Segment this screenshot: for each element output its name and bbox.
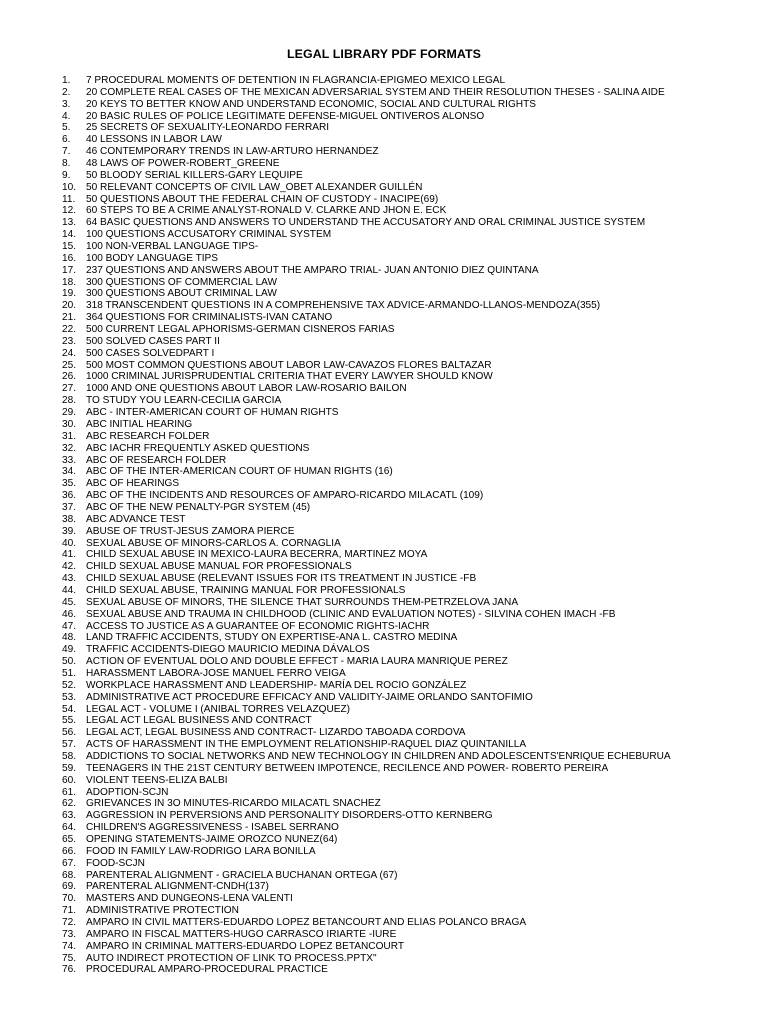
entry-number: 1. <box>62 75 71 86</box>
entry-number: 13. <box>62 217 77 229</box>
list-item <box>0 585 768 597</box>
entry-text: 20 COMPLETE REAL CASES OF THE MEXICAN ADVERSARIAL SYSTEM AND THEIR RESOLUTION THESES - SALINA AIDE <box>86 86 665 98</box>
entry-number: 25. <box>62 359 77 371</box>
list-item <box>0 348 768 360</box>
entry-number: 9. <box>62 169 71 181</box>
entry-list <box>0 75 768 976</box>
entry-number: 16. <box>62 252 77 264</box>
list-item <box>0 632 768 644</box>
list-item <box>0 538 768 550</box>
entry-number: 30. <box>62 418 77 430</box>
entry-text: 25 SECRETS OF SEXUALITY-LEONARDO FERRARI <box>86 122 330 134</box>
list-item <box>0 360 768 372</box>
entry-number: 72. <box>62 917 77 929</box>
entry-text: 50 BLOODY SERIAL KILLERS-GARY LEQUIPE <box>86 169 303 181</box>
entry-text: TO STUDY YOU LEARN-CECILIA GARCIA <box>86 395 282 407</box>
entry-number: 18. <box>62 276 77 288</box>
entry-text: SEXUAL ABUSE OF MINORS-CARLOS A. CORNAGLIA <box>86 537 341 549</box>
list-item <box>0 858 768 870</box>
entry-text: 1000 AND ONE QUESTIONS ABOUT LABOR LAW-ROSARIO BAILON <box>86 383 407 395</box>
entry-number: 48. <box>62 632 77 644</box>
entry-text: ABC IACHR FREQUENTLY ASKED QUESTIONS <box>86 442 310 454</box>
entry-text: 1000 CRIMINAL JURISPRUDENTIAL CRITERIA THAT EVERY LAWYER SHOULD KNOW <box>86 371 493 383</box>
entry-text: 20 BASIC RULES OF POLICE LEGITIMATE DEFENSE-MIGUEL ONTIVEROS ALONSO <box>86 110 485 122</box>
list-item <box>0 941 768 953</box>
list-item <box>0 798 768 810</box>
entry-number: 49. <box>62 644 77 656</box>
entry-text: 40 LESSONS IN LABOR LAW <box>86 134 222 146</box>
entry-number: 31. <box>62 430 77 442</box>
list-item <box>0 111 768 123</box>
list-item <box>0 478 768 490</box>
entry-number: 7. <box>62 146 71 158</box>
entry-number: 75. <box>62 952 77 964</box>
entry-number: 42. <box>62 561 77 573</box>
entry-number: 33. <box>62 454 77 466</box>
entry-text: OPENING STATEMENTS-JAIME OROZCO NUNEZ(64) <box>86 834 338 845</box>
list-item <box>0 182 768 194</box>
list-item <box>0 300 768 312</box>
entry-text: TRAFFIC ACCIDENTS-DIEGO MAURICIO MEDINA DÁVALOS <box>86 644 370 656</box>
list-item <box>0 893 768 905</box>
list-item <box>0 194 768 206</box>
entry-number: 3. <box>62 98 71 110</box>
entry-text: ADDICTIONS TO SOCIAL NETWORKS AND NEW TECHNOLOGY IN CHILDREN AND ADOLESCENTS'ENRIQUE ECHEBURUA <box>86 750 671 762</box>
entry-number: 58. <box>62 750 77 762</box>
entry-number: 39. <box>62 525 77 537</box>
list-item <box>0 146 768 158</box>
list-item <box>0 241 768 253</box>
list-item <box>0 704 768 716</box>
entry-number: 70. <box>62 893 77 905</box>
entry-text: ABC OF THE NEW PENALTY-PGR SYSTEM (45) <box>86 501 311 513</box>
entry-number: 45. <box>62 596 77 608</box>
entry-text: 100 QUESTIONS ACCUSATORY CRIMINAL SYSTEM <box>86 229 332 241</box>
list-item <box>0 573 768 585</box>
list-item <box>0 609 768 621</box>
entry-number: 47. <box>62 620 77 632</box>
list-item <box>0 122 768 134</box>
list-item <box>0 419 768 431</box>
entry-text: FOOD IN FAMILY LAW-RODRIGO LARA BONILLA <box>86 845 316 857</box>
entry-text: 20 KEYS TO BETTER KNOW AND UNDERSTAND ECONOMIC, SOCIAL AND CULTURAL RIGHTS <box>86 98 536 110</box>
list-item <box>0 277 768 289</box>
list-item <box>0 561 768 573</box>
list-item <box>0 466 768 478</box>
entry-number: 52. <box>62 679 77 691</box>
entry-text: 50 QUESTIONS ABOUT THE FEDERAL CHAIN OF CUSTODY - INACIPE(69) <box>86 193 439 205</box>
entry-number: 38. <box>62 513 77 525</box>
entry-text: HARASSMENT LABORA-JOSE MANUEL FERRO VEIGA <box>86 667 346 679</box>
entry-number: 65. <box>62 834 77 845</box>
entry-number: 46. <box>62 608 77 620</box>
list-item <box>0 870 768 882</box>
list-item <box>0 644 768 656</box>
list-item <box>0 217 768 229</box>
entry-text: ABC OF THE INCIDENTS AND RESOURCES OF AMPARO-RICARDO MILACATL (109) <box>86 490 484 502</box>
entry-text: 60 STEPS TO BE A CRIME ANALYST-RONALD V. CLARKE AND JHON E. ECK <box>86 205 447 217</box>
entry-number: 15. <box>62 241 77 253</box>
entry-number: 11. <box>62 193 76 205</box>
list-item <box>0 205 768 217</box>
entry-text: TEENAGERS IN THE 21ST CENTURY BETWEEN IMPOTENCE, RECILENCE AND POWER- ROBERTO PEREIRA <box>86 762 609 774</box>
list-item <box>0 87 768 99</box>
entry-text: CHILD SEXUAL ABUSE, TRAINING MANUAL FOR PROFESSIONALS <box>86 584 406 596</box>
entry-number: 57. <box>62 739 77 751</box>
entry-number: 50. <box>62 656 77 668</box>
entry-text: LEGAL ACT LEGAL BUSINESS AND CONTRACT <box>86 715 312 727</box>
list-item <box>0 502 768 514</box>
entry-text: CHILD SEXUAL ABUSE IN MEXICO-LAURA BECERRA, MARTINEZ MOYA <box>86 549 428 561</box>
list-item <box>0 953 768 965</box>
entry-text: 48 LAWS OF POWER-ROBERT_GREENE <box>86 158 280 170</box>
list-item <box>0 763 768 775</box>
entry-number: 14. <box>62 229 77 241</box>
list-item <box>0 134 768 146</box>
entry-text: PROCEDURAL AMPARO-PROCEDURAL PRACTICE <box>86 964 328 976</box>
list-item <box>0 822 768 834</box>
document-title: LEGAL LIBRARY PDF FORMATS <box>286 47 482 61</box>
entry-number: 73. <box>62 928 77 940</box>
list-item <box>0 668 768 680</box>
entry-number: 41. <box>62 549 77 561</box>
entry-text: 300 QUESTIONS ABOUT CRIMINAL LAW <box>86 288 277 300</box>
entry-number: 17. <box>62 264 77 276</box>
list-item <box>0 490 768 502</box>
entry-number: 21. <box>62 312 77 324</box>
list-item <box>0 455 768 467</box>
entry-number: 28. <box>62 395 77 407</box>
list-item <box>0 834 768 846</box>
entry-text: ABC ADVANCE TEST <box>86 513 186 525</box>
entry-number: 12. <box>62 205 77 217</box>
entry-text: LEGAL ACT, LEGAL BUSINESS AND CONTRACT- LIZARDO TABOADA CORDOVA <box>86 727 466 739</box>
entry-number: 22. <box>62 324 77 336</box>
entry-text: CHILD SEXUAL ABUSE MANUAL FOR PROFESSIONALS <box>86 561 352 573</box>
entry-text: MASTERS AND DUNGEONS-LENA VALENTI <box>86 893 293 905</box>
list-item <box>0 929 768 941</box>
entry-text: ABC - INTER-AMERICAN COURT OF HUMAN RIGHTS <box>86 407 339 419</box>
entry-number: 5. <box>62 122 71 134</box>
entry-text: AMPARO IN CRIMINAL MATTERS-EDUARDO LOPEZ BETANCOURT <box>86 940 404 952</box>
entry-number: 74. <box>62 940 77 952</box>
entry-text: ADMINISTRATIVE ACT PROCEDURE EFFICACY AND VALIDITY-JAIME ORLANDO SANTOFIMIO <box>86 691 533 703</box>
entry-number: 10. <box>62 181 77 193</box>
entry-number: 37. <box>62 501 77 513</box>
entry-text: 100 NON-VERBAL LANGUAGE TIPS- <box>86 241 259 253</box>
entry-number: 43. <box>62 573 77 585</box>
entry-number: 62. <box>62 798 77 810</box>
list-item <box>0 407 768 419</box>
entry-number: 67. <box>62 857 77 869</box>
entry-text: ABC OF HEARINGS <box>86 478 180 490</box>
entry-number: 23. <box>62 335 77 347</box>
list-item <box>0 443 768 455</box>
entry-number: 29. <box>62 407 77 419</box>
list-item <box>0 99 768 111</box>
list-item <box>0 395 768 407</box>
entry-text: 500 CASES SOLVEDPART I <box>86 347 215 359</box>
entry-text: AMPARO IN CIVIL MATTERS-EDUARDO LOPEZ BETANCOURT AND ELIAS POLANCO BRAGA <box>86 917 527 929</box>
list-item <box>0 787 768 799</box>
entry-text: CHILD SEXUAL ABUSE (RELEVANT ISSUES FOR ITS TREATMENT IN JUSTICE -FB <box>86 573 477 585</box>
list-item <box>0 775 768 787</box>
list-item <box>0 383 768 395</box>
entry-number: 32. <box>62 442 77 454</box>
entry-number: 64. <box>62 822 77 834</box>
list-item <box>0 549 768 561</box>
entry-number: 35. <box>62 478 77 490</box>
entry-number: 20. <box>62 300 77 312</box>
entry-text: ADMINISTRATIVE PROTECTION <box>86 905 239 917</box>
list-item <box>0 253 768 265</box>
list-item <box>0 739 768 751</box>
entry-number: 55. <box>62 715 77 727</box>
entry-text: ABUSE OF TRUST-JESUS ZAMORA PIERCE <box>86 525 295 537</box>
list-item <box>0 751 768 763</box>
entry-number: 2. <box>62 86 71 98</box>
entry-text: ABC OF THE INTER-AMERICAN COURT OF HUMAN RIGHTS (16) <box>86 466 393 478</box>
list-item <box>0 431 768 443</box>
list-item <box>0 881 768 893</box>
list-item <box>0 514 768 526</box>
entry-number: 68. <box>62 869 77 881</box>
entry-text: 500 SOLVED CASES PART II <box>86 335 220 347</box>
entry-text: PARENTERAL ALIGNMENT-CNDH(137) <box>86 881 269 893</box>
entry-text: AGGRESSION IN PERVERSIONS AND PERSONALITY DISORDERS-OTTO KERNBERG <box>86 810 493 822</box>
entry-number: 44. <box>62 584 77 596</box>
entry-text: SEXUAL ABUSE OF MINORS, THE SILENCE THAT SURROUNDS THEM-PETRZELOVA JANA <box>86 596 519 608</box>
list-item <box>0 597 768 609</box>
list-item <box>0 229 768 241</box>
entry-number: 34. <box>62 466 77 478</box>
entry-number: 8. <box>62 158 71 170</box>
entry-text: AMPARO IN FISCAL MATTERS-HUGO CARRASCO IRIARTE -IURE <box>86 928 397 940</box>
entry-text: ABC OF RESEARCH FOLDER <box>86 454 227 466</box>
entry-number: 76. <box>62 964 77 976</box>
entry-text: ABC INITIAL HEARING <box>86 418 193 430</box>
entry-text: ACTS OF HARASSMENT IN THE EMPLOYMENT RELATIONSHIP-RAQUEL DIAZ QUINTANILLA <box>86 739 527 751</box>
list-item <box>0 621 768 633</box>
entry-number: 36. <box>62 490 77 502</box>
list-item <box>0 312 768 324</box>
entry-text: CHILDREN'S AGGRESSIVENESS - ISABEL SERRANO <box>86 822 339 834</box>
entry-number: 63. <box>62 810 77 822</box>
entry-number: 51. <box>62 667 77 679</box>
list-item <box>0 727 768 739</box>
entry-text: VIOLENT TEENS-ELIZA BALBI <box>86 774 228 786</box>
entry-number: 6. <box>62 134 71 146</box>
entry-text: ACCESS TO JUSTICE AS A GUARANTEE OF ECONOMIC RIGHTS-IACHR <box>86 620 430 632</box>
list-item <box>0 158 768 170</box>
entry-text: PARENTERAL ALIGNMENT - GRACIELA BUCHANAN ORTEGA (67) <box>86 869 398 881</box>
entry-text: SEXUAL ABUSE AND TRAUMA IN CHILDHOOD (CLINIC AND EVALUATION NOTES) - SILVINA COHEN IMACH -FB <box>86 608 616 620</box>
entry-number: 19. <box>62 288 77 300</box>
entry-text: 500 CURRENT LEGAL APHORISMS-GERMAN CISNEROS FARIAS <box>86 324 395 336</box>
entry-text: GRIEVANCES IN 3O MINUTES-RICARDO MILACATL SNACHEZ <box>86 798 381 810</box>
list-item <box>0 917 768 929</box>
entry-text: 7 PROCEDURAL MOMENTS OF DETENTION IN FLAGRANCIA-EPIGMEO MEXICO LEGAL <box>86 75 506 86</box>
list-item <box>0 810 768 822</box>
list-item <box>0 75 768 87</box>
list-item <box>0 656 768 668</box>
entry-text: ADOPTION-SCJN <box>86 786 169 798</box>
list-item <box>0 846 768 858</box>
list-item <box>0 692 768 704</box>
list-item <box>0 265 768 277</box>
entry-text: 237 QUESTIONS AND ANSWERS ABOUT THE AMPARO TRIAL- JUAN ANTONIO DIEZ QUINTANA <box>86 264 539 276</box>
list-item <box>0 336 768 348</box>
list-item <box>0 964 768 976</box>
list-item <box>0 170 768 182</box>
entry-text: 300 QUESTIONS OF COMMERCIAL LAW <box>86 276 278 288</box>
entry-text: 50 RELEVANT CONCEPTS OF CIVIL LAW_OBET ALEXANDER GUILLÉN <box>86 181 423 193</box>
entry-text: 100 BODY LANGUAGE TIPS <box>86 252 219 264</box>
entry-text: WORKPLACE HARASSMENT AND LEADERSHIP- MARÍA DEL ROCIO GONZÁLEZ <box>86 679 467 691</box>
entry-text: AUTO INDIRECT PROTECTION OF LINK TO PROCESS.PPTX" <box>86 952 377 964</box>
list-item <box>0 526 768 538</box>
entry-text: 64 BASIC QUESTIONS AND ANSWERS TO UNDERSTAND THE ACCUSATORY AND ORAL CRIMINAL JUSTICE SYSTEM <box>86 217 646 229</box>
entry-text: LAND TRAFFIC ACCIDENTS, STUDY ON EXPERTISE-ANA L. CASTRO MEDINA <box>86 632 458 644</box>
entry-number: 61. <box>62 786 77 798</box>
list-item <box>0 680 768 692</box>
entry-number: 53. <box>62 691 77 703</box>
entry-text: 318 TRANSCENDENT QUESTIONS IN A COMPREHENSIVE TAX ADVICE-ARMANDO-LLANOS-MENDOZA(355) <box>86 300 601 312</box>
entry-text: FOOD-SCJN <box>86 857 145 869</box>
entry-text: ACTION OF EVENTUAL DOLO AND DOUBLE EFFECT - MARIA LAURA MANRIQUE PEREZ <box>86 656 508 668</box>
entry-number: 66. <box>62 845 77 857</box>
list-item <box>0 288 768 300</box>
list-item <box>0 324 768 336</box>
entry-number: 24. <box>62 347 77 359</box>
entry-number: 60. <box>62 774 77 786</box>
entry-text: ABC RESEARCH FOLDER <box>86 430 210 442</box>
list-item <box>0 371 768 383</box>
entry-text: 364 QUESTIONS FOR CRIMINALISTS-IVAN CATANO <box>86 312 333 324</box>
entry-number: 56. <box>62 727 77 739</box>
entry-text: LEGAL ACT - VOLUME I (ANIBAL TORRES VELAZQUEZ) <box>86 703 351 715</box>
entry-number: 54. <box>62 703 77 715</box>
entry-number: 27. <box>62 383 77 395</box>
list-item <box>0 715 768 727</box>
entry-number: 4. <box>62 110 71 122</box>
list-item <box>0 905 768 917</box>
entry-number: 40. <box>62 537 77 549</box>
entry-number: 71. <box>62 905 77 917</box>
entry-text: 46 CONTEMPORARY TRENDS IN LAW-ARTURO HERNANDEZ <box>86 146 379 158</box>
entry-number: 69. <box>62 881 77 893</box>
entry-number: 26. <box>62 371 77 383</box>
entry-number: 59. <box>62 762 77 774</box>
entry-text: 500 MOST COMMON QUESTIONS ABOUT LABOR LAW-CAVAZOS FLORES BALTAZAR <box>86 359 492 371</box>
